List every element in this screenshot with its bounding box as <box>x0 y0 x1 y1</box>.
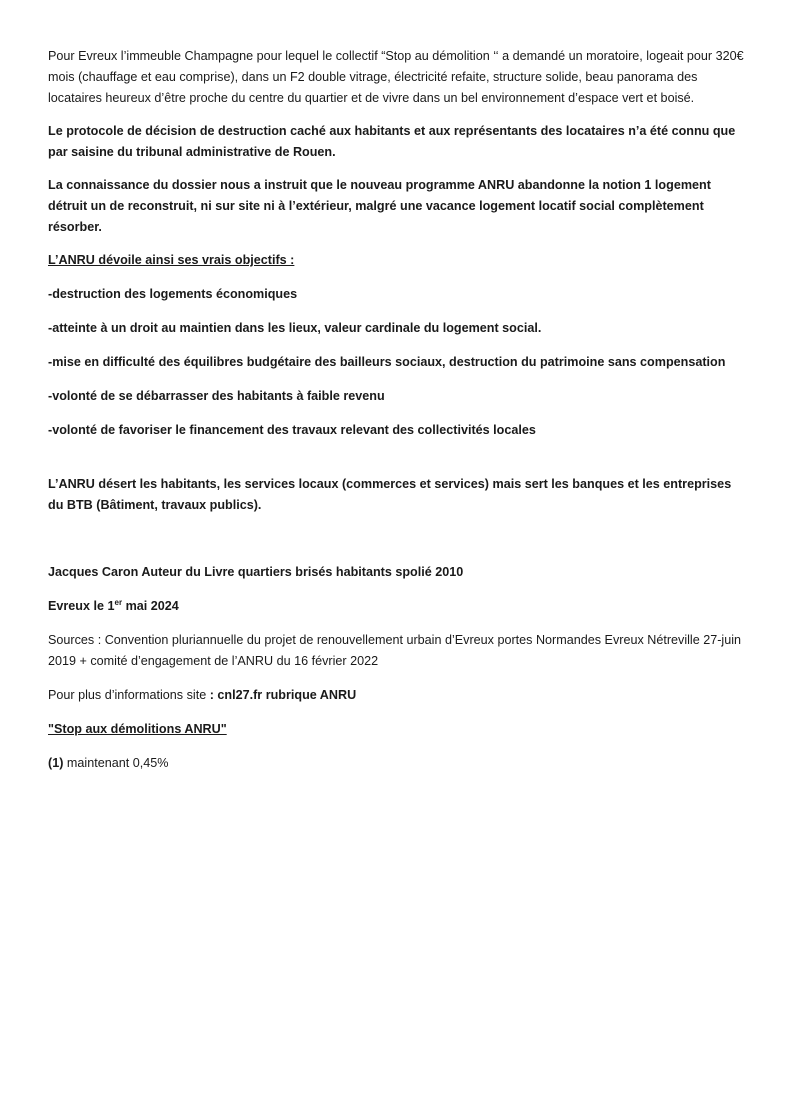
sources-paragraph: Sources : Convention pluriannuelle du projet de renouvellement urbain d’Evreux portes Normandes Evreux Nétreville 27-juin 2019 + comité d’engagement de l’ANRU du 16 février 2022 <box>48 633 742 668</box>
info-line <box>48 685 748 706</box>
info-site-link[interactable]: : cnl27.fr rubrique ANRU <box>209 688 357 702</box>
objective-item: -atteinte à un droit au maintien dans les lieux, valeur cardinale du logement social. <box>48 321 542 335</box>
footnote-marker: (1) <box>48 756 64 770</box>
objective-item: -mise en difficulté des équilibres budgétaire des bailleurs sociaux, destruction du patrimoine sans compensation <box>48 355 726 369</box>
date-superscript: er <box>114 597 123 607</box>
paragraph-anru-desert: L’ANRU désert les habitants, les services locaux (commerces et services) mais sert les banques et les entreprises du BTB (Bâtiment, travaux publics). <box>48 477 732 512</box>
date-suffix: mai 2024 <box>122 599 179 613</box>
document-page <box>48 46 748 774</box>
date-line <box>48 596 748 617</box>
slogan: "Stop aux démolitions ANRU" <box>48 722 227 736</box>
paragraph-immeuble-champagne: Pour Evreux l’immeuble Champagne pour lequel le collectif “Stop au démolition ‘‘ a demandé un moratoire, logeait pour 320€ mois (chauffage et eau comprise), dans un F2 double vitrage, électricité refaite, structure solide, beau panorama des locataires heureux d’être proche du centre du quartier et de vivre dans un bel environnement d’espace vert et boisé. <box>48 49 744 105</box>
info-prefix: Pour plus d’informations site <box>48 688 210 702</box>
paragraph-connaissance-dossier: La connaissance du dossier nous a instruit que le nouveau programme ANRU abandonne la notion 1 logement détruit un de reconstruit, ni sur site ni à l’extérieur, malgré une vacance logement locatif social complètement résorber. <box>48 178 711 234</box>
objectives-heading: L’ANRU dévoile ainsi ses vrais objectifs : <box>48 253 295 267</box>
footnote-text: maintenant 0,45% <box>63 756 169 770</box>
objective-item: -volonté de favoriser le financement des travaux relevant des collectivités locales <box>48 423 536 437</box>
date-prefix: Evreux le 1 <box>48 599 115 613</box>
paragraph-protocole: Le protocole de décision de destruction caché aux habitants et aux représentants des locataires n’a été connu que par saisine du tribunal administrative de Rouen. <box>48 124 736 159</box>
footnote <box>48 753 748 774</box>
objective-item: -destruction des logements économiques <box>48 287 298 301</box>
author-line: Jacques Caron Auteur du Livre quartiers brisés habitants spolié 2010 <box>48 565 464 579</box>
objective-item: -volonté de se débarrasser des habitants à faible revenu <box>48 389 385 403</box>
